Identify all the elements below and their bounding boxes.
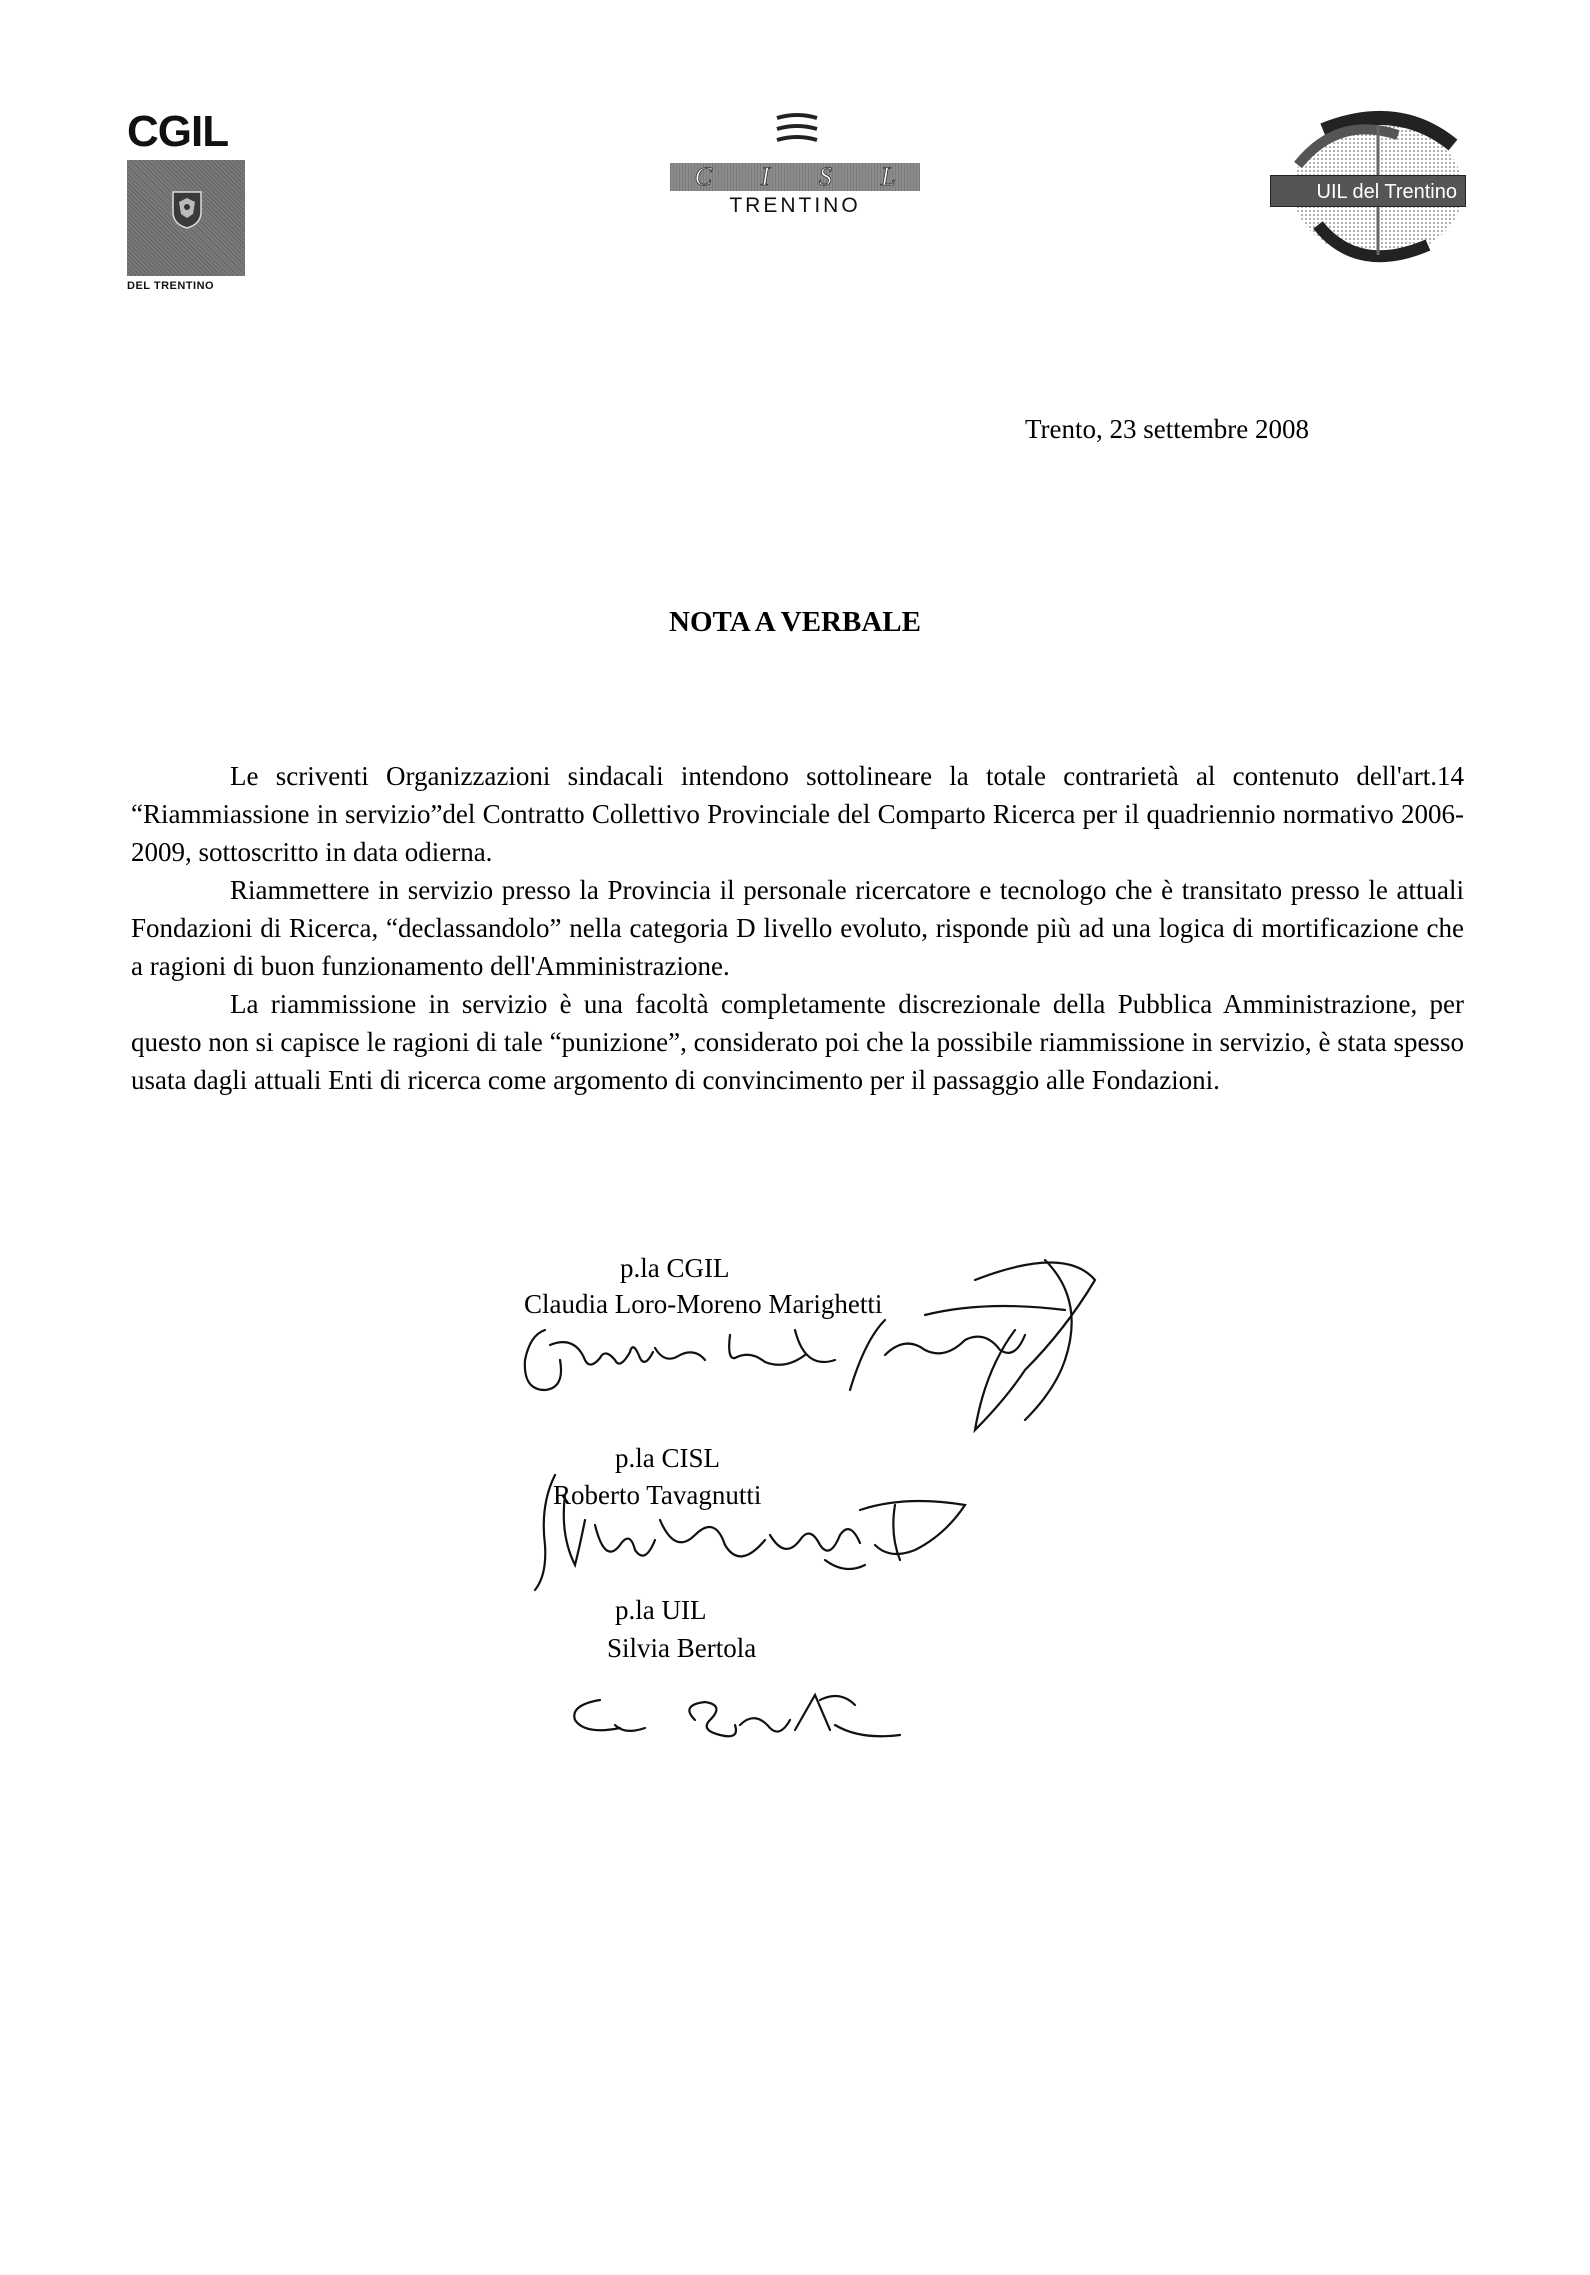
body-paragraph: Riammettere in servizio presso la Provincia il personale ricercatore e tecnologo che è transitato presso le attuali Fondazioni di Ricerca, “declassandolo” nella categoria D livello evoluto, risponde più ad una logica di mortificazione che a ragioni di buon funzionamento dell'Amministrazione. [131,875,1464,981]
waves-icon [773,110,821,150]
document-title: NOTA A VERBALE [669,606,921,638]
cisl-logo-subtitle: TRENTINO [729,194,861,217]
cisl-letter: L [880,162,896,191]
cgil-logo-box [127,160,245,276]
handwritten-signature-cgil [505,1240,1105,1480]
signatory-org: p.la CGIL [620,1253,730,1283]
cisl-letter: C [694,162,712,191]
cgil-logo-subtitle: DEL TRENTINO [127,280,215,292]
body-paragraph: Le scriventi Organizzazioni sindacali intendono sottolineare la totale contrarietà al contenuto dell'art.14 “Riammiassione in servizio”del Contratto Collettivo Provinciale del Comparto Ricerca per il quadriennio normativo 2006-2009, sottoscritto in data odierna. [131,761,1464,867]
cisl-letter-bar [670,163,920,191]
signatory-org: p.la CISL [615,1443,720,1473]
uil-logo-label: UIL del Trentino [1270,175,1466,207]
letter-body [131,757,1464,1099]
cisl-logo [670,110,920,220]
cgil-logo-text: CGIL [127,107,229,156]
date-line: Trento, 23 settembre 2008 [1025,414,1309,444]
handwritten-signature-uil [560,1680,920,1760]
cisl-letter: I [761,162,770,191]
uil-logo [1228,105,1468,270]
handwritten-signature-cisl [525,1465,985,1595]
signatory-name: Claudia Loro-Moreno Marighetti [524,1289,883,1319]
body-paragraph: La riammissione in servizio è una facoltà completamente discrezionale della Pubblica Amministrazione, per questo non si capisce le ragioni di tale “punizione”, considerato poi che la possibile riammissione in servizio, è stata spesso usata dagli attuali Enti di ricerca come argomento di convincimento per il passaggio alle Fondazioni. [131,989,1464,1095]
signatory-name: Silvia Bertola [607,1633,757,1663]
signatory-org: p.la UIL [615,1595,707,1625]
cisl-letter: S [818,162,832,191]
shield-crest-icon [171,190,203,230]
cgil-logo [125,107,250,292]
signatory-name: Roberto Tavagnutti [553,1480,762,1510]
